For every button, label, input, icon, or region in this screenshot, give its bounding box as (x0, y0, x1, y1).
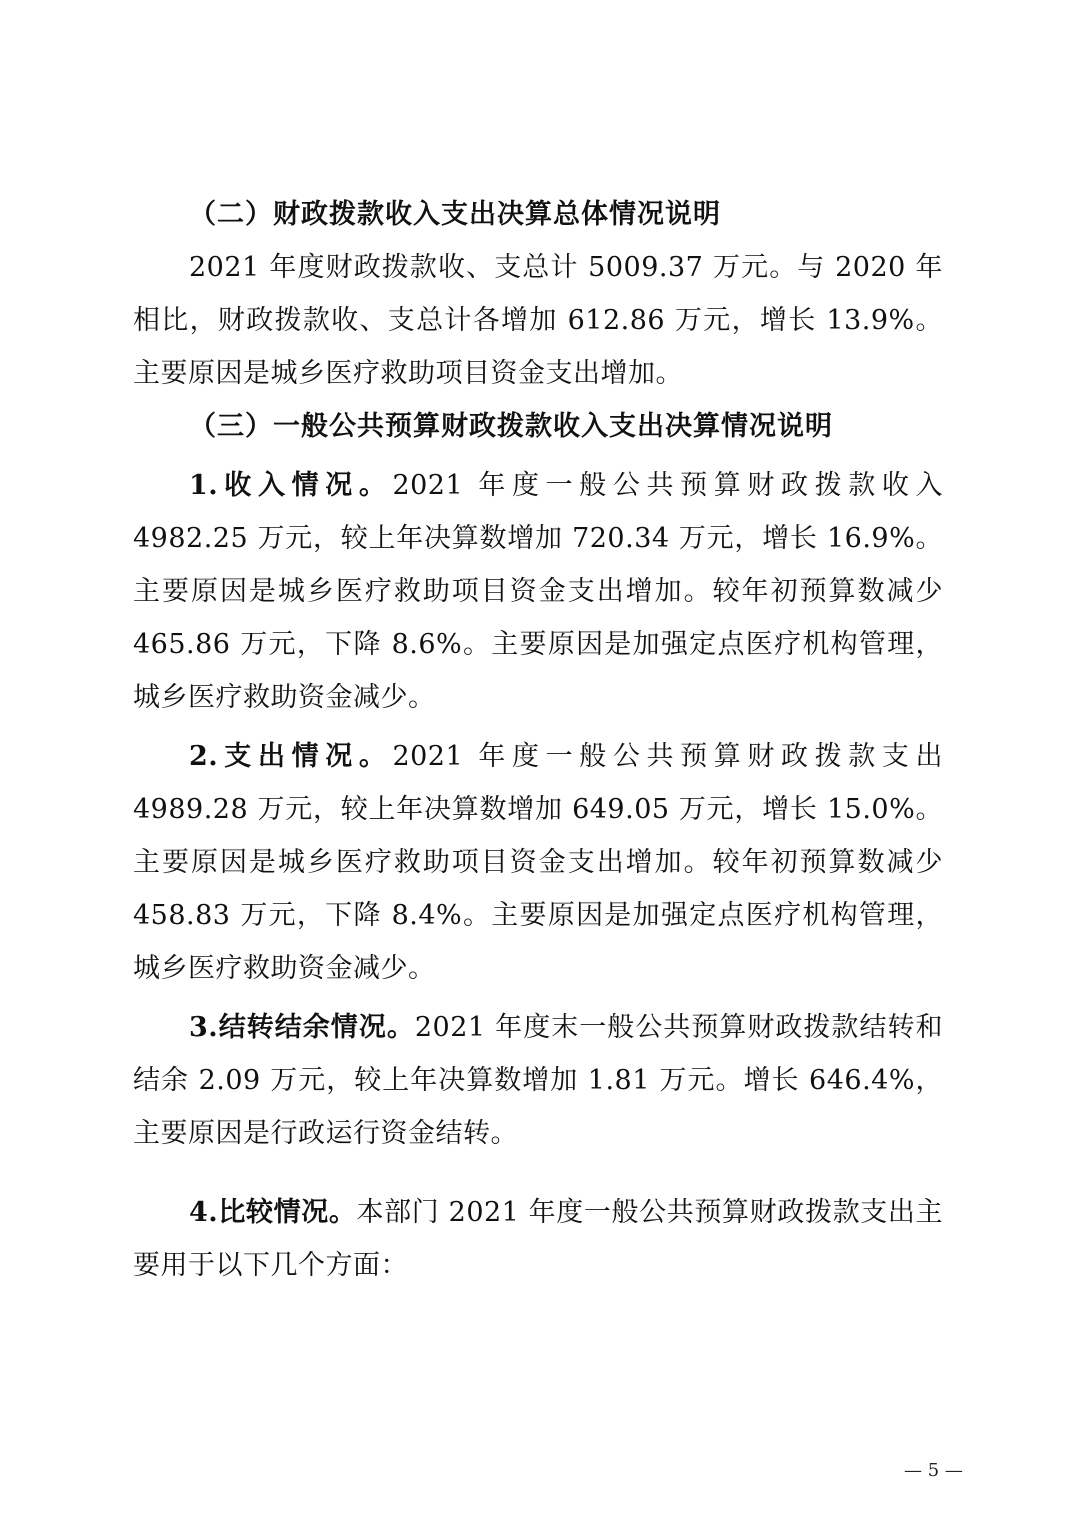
section-heading-general-budget: （三）一般公共预算财政拨款收入支出决算情况说明 (189, 411, 833, 442)
document-page (133, 188, 943, 1292)
paragraph-expenditure (133, 730, 943, 995)
paragraph-income-text: 2021 年度一般公共预算财政拨款收入 4982.25 万元，较上年决算数增加 720.34 万元，增长 16.9%。主要原因是城乡医疗救助项目资金支出增加。较年初预算数减少 465.86 万元，下降 8.6%。主要原因是加强定点医疗机构管理，城乡医疗救助资金减少。 (133, 470, 944, 713)
paragraph-carryover (133, 1001, 943, 1160)
paragraph-comparison (133, 1186, 943, 1292)
paragraph-expenditure-text: 2021 年度一般公共预算财政拨款支出 4989.28 万元，较上年决算数增加 649.05 万元，增长 15.0%。主要原因是城乡医疗救助项目资金支出增加。较年初预算数减少 458.83 万元，下降 8.4%。主要原因是加强定点医疗机构管理，城乡医疗救助资金减少。 (133, 741, 944, 984)
paragraph-expenditure-lead: 2.支出情况。 (189, 741, 393, 772)
paragraph-comparison-text: 本部门 2021 年度一般公共预算财政拨款支出主要用于以下几个方面： (133, 1197, 943, 1281)
paragraph-income (133, 459, 943, 724)
paragraph-fiscal-overview: 2021 年度财政拨款收、支总计 5009.37 万元。与 2020 年相比，财政拨款收、支总计各增加 612.86 万元，增长 13.9%。主要原因是城乡医疗救助项目资金支出增加。 (133, 252, 943, 389)
paragraph-carryover-text: 2021 年度末一般公共预算财政拨款结转和结余 2.09 万元，较上年决算数增加 1.81 万元。增长 646.4%，主要原因是行政运行资金结转。 (133, 1012, 943, 1149)
page-number: — 5 — (904, 1460, 963, 1481)
section-heading-fiscal-overview: （二）财政拨款收入支出决算总体情况说明 (189, 199, 721, 230)
paragraph-income-lead: 1.收入情况。 (189, 470, 393, 501)
paragraph-carryover-lead: 3.结转结余情况。 (189, 1012, 415, 1043)
paragraph-comparison-lead: 4.比较情况。 (189, 1197, 357, 1228)
